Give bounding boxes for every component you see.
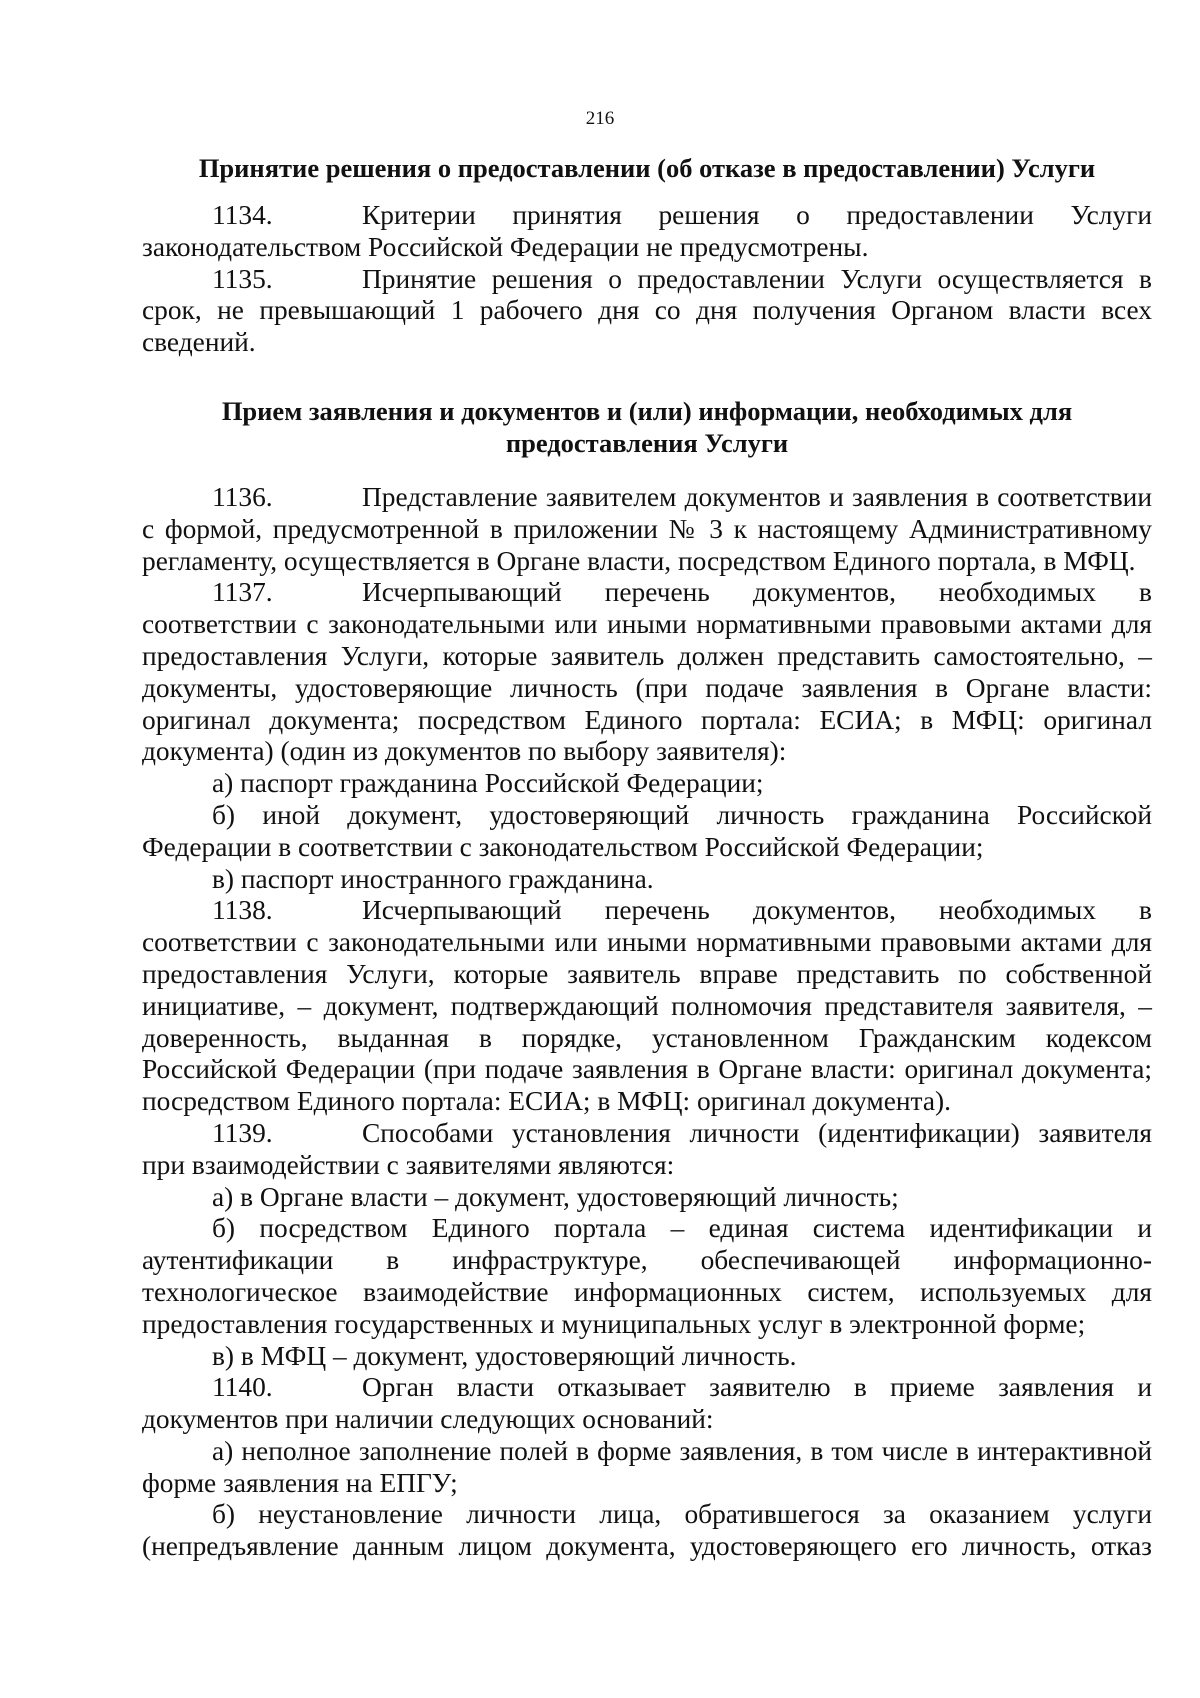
paragraph-1140 <box>142 1372 1152 1436</box>
paragraph-number: 1138. <box>212 895 273 926</box>
document-body <box>142 152 1152 1563</box>
paragraph-text: Критерии принятия решения о предоставлении Услуги законодательством Российской Федерации не предусмотрены. <box>142 200 1152 262</box>
list-item-1137-a: а) паспорт гражданина Российской Федерации; <box>212 768 764 799</box>
paragraph-text: Исчерпывающий перечень документов, необходимых в соответствии с законодательными или иными нормативными правовыми актами для предоставления Услуги, которые заявитель вправе представить по собственной инициативе, – документ, подтверждающий полномочия представителя заявителя, – доверенность, выданная в порядке, установленном Гражданским кодексом Российской Федерации (при подаче заявления в Органе власти: оригинал документа; посредством Единого портала: ЕСИА; в МФЦ: оригинал документа). <box>142 895 1152 1117</box>
paragraph-1134 <box>142 200 1152 264</box>
section-heading-reception: Прием заявления и документов и (или) информации, необходимых для предоставления Услуги <box>221 395 1073 458</box>
paragraph-text: Принятие решения о предоставлении Услуги осуществляется в срок, не превышающий 1 рабочего дня со дня получения Органом власти всех сведений. <box>142 263 1152 358</box>
paragraph-1136 <box>142 482 1152 577</box>
list-item-1140-b: б) неустановление личности лица, обратившегося за оказанием услуги (непредъявление данным лицом документа, удостоверяющего его личность, отказ <box>142 1499 1152 1562</box>
paragraph-text: Представление заявителем документов и заявления в соответствии с формой, предусмотренной в приложении № 3 к настоящему Административному регламенту, осуществляется в Органе власти, посредством Единого портала, в МФЦ. <box>142 481 1152 576</box>
page-number: 216 <box>585 108 615 129</box>
paragraph-text: Способами установления личности (идентификации) заявителя при взаимодействии с заявителями являются: <box>142 1117 1152 1180</box>
paragraph-number: 1134. <box>212 200 273 230</box>
paragraph-1135 <box>142 264 1152 359</box>
paragraph-1138 <box>142 895 1152 1118</box>
paragraph-number: 1135. <box>212 263 273 294</box>
list-item-1139-a: а) в Органе власти – документ, удостоверяющий личность; <box>212 1181 899 1212</box>
paragraph-number: 1136. <box>212 481 273 512</box>
paragraph-number: 1140. <box>212 1372 273 1403</box>
paragraph-1139 <box>142 1118 1152 1182</box>
list-item-1139-c: в) в МФЦ – документ, удостоверяющий личность. <box>212 1340 797 1371</box>
paragraph-text: Орган власти отказывает заявителю в приеме заявления и документов при наличии следующих оснований: <box>142 1372 1152 1435</box>
list-item-1137-b: б) иной документ, удостоверяющий личность гражданина Российской Федерации в соответствии с законодательством Российской Федерации; <box>142 799 1152 862</box>
list-item-1140-a: а) неполное заполнение полей в форме заявления, в том числе в интерактивной форме заявления на ЕПГУ; <box>142 1435 1152 1498</box>
paragraph-number: 1137. <box>212 577 273 608</box>
paragraph-text: Исчерпывающий перечень документов, необходимых в соответствии с законодательными или иными нормативными правовыми актами для предоставления Услуги, которые заявитель должен представить самостоятельно, – документы, удостоверяющие личность (при подаче заявления в Органе власти: оригинал документа; посредством Единого портала: ЕСИА; в МФЦ: оригинал документа) (один из документов по выбору заявителя): <box>142 577 1152 767</box>
paragraph-1137 <box>142 577 1152 768</box>
section-heading-decision: Принятие решения о предоставлении (об отказе в предоставлении) Услуги <box>198 153 1096 183</box>
list-item-1137-c: в) паспорт иностранного гражданина. <box>212 863 654 894</box>
paragraph-number: 1139. <box>212 1117 273 1148</box>
list-item-1139-b: б) посредством Единого портала – единая система идентификации и аутентификации в инфраструктуре, обеспечивающей информационно-технологическое взаимодействие информационных систем, используемых для предоставления государственных и муниципальных услуг в электронной форме; <box>142 1213 1152 1339</box>
